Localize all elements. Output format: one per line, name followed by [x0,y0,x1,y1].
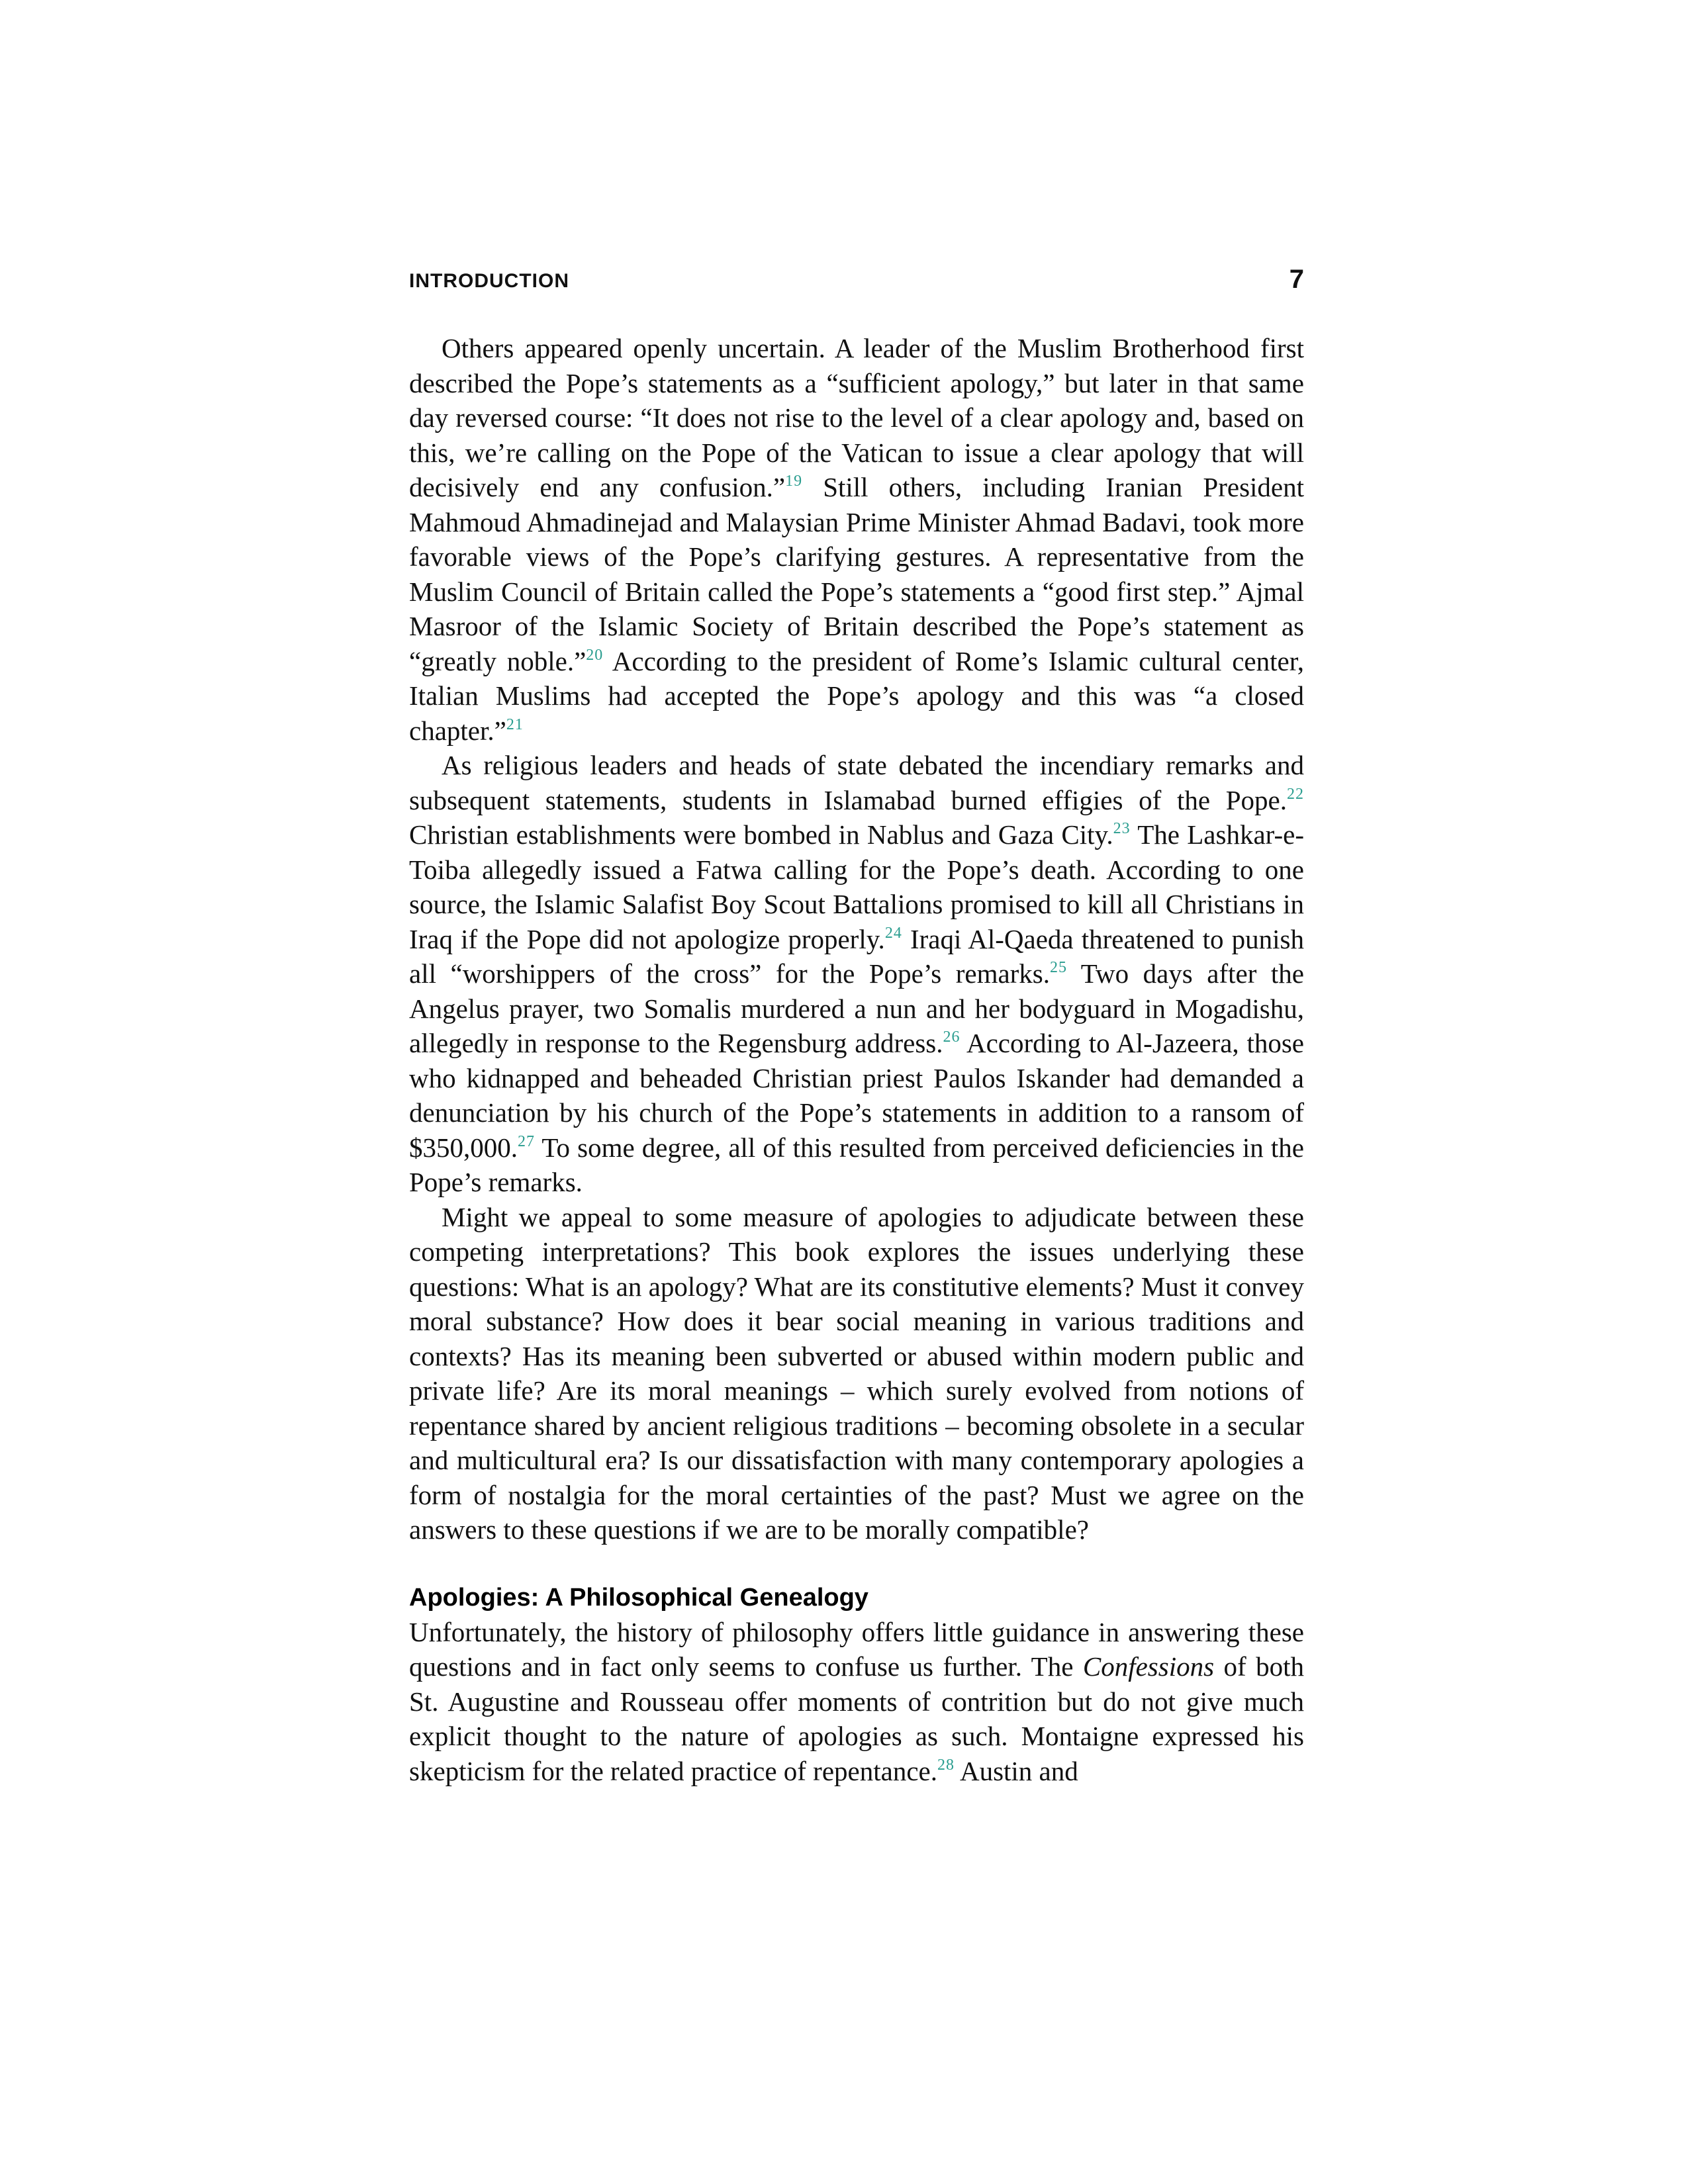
paragraph-text: As religious leaders and heads of state debated the incendiary remarks and subsequent statements, students in Islamabad burned effigies of the Pope. [409,750,1304,815]
paragraph-text: The Lashkar-e-Toiba allegedly issued a Fatwa calling for the Pope’s death. According to one source, the Islamic Salafist Boy Scout Battalions promised to kill all Christians in Iraq if the Pope did not apologize properly. [409,819,1304,954]
footnote-ref[interactable]: 28 [937,1756,955,1774]
paragraph-text: Unfortunately, the history of philosophy offers little guidance in answering these questions and in fact only seems to confuse us further. The [409,1616,1304,1682]
paragraph-text: Others appeared openly uncertain. A leader of the Muslim Brotherhood first described the Pope’s statements as a “sufficient apology,” but later in that same day reversed course: “It does not rise to the level of a clear apology and, based on this, we’re calling on the Pope of the Vatican to issue a clear apology that will decisively end any confusion.” [409,333,1304,502]
section-heading: Apologies: A Philosophical Genealogy [409,1583,868,1612]
footnote-ref[interactable]: 25 [1050,959,1068,976]
footnote-ref[interactable]: 22 [1287,785,1304,803]
paragraph-1 [409,331,1304,748]
paragraph-text: Two days after the Angelus prayer, two Somalis murdered a nun and her bodyguard in Mogadishu, allegedly in response to the Regensburg address. [409,958,1304,1058]
paragraph-text: Austin and [954,1755,1078,1786]
footnote-ref[interactable]: 24 [884,924,902,942]
running-head: INTRODUCTION [409,270,569,292]
paragraph-2 [409,748,1304,1200]
paragraph-3: Might we appeal to some measure of apologies to adjudicate between these competing interpretations? This book explores the issues underlying these questions: What is an apology? What are its constitutive elements? Must it convey moral substance? How does it bear social meaning in various traditions and contexts? Has its meaning been subverted or abused within modern public and private life? Are its moral meanings – which surely evolved from notions of repentance shared by ancient religious traditions – becoming obsolete in a secular and multicultural era? Is our dissatisfaction with many contemporary apologies a form of nostalgia for the moral certainties of the past? Must we agree on the answers to these questions if we are to be morally compatible? [409,1201,1304,1545]
book-title: Confessions [1082,1651,1215,1682]
paragraph-text: To some degree, all of this resulted from perceived deficiencies in the Pope’s remarks. [409,1132,1304,1197]
paragraph-text: of both St. Augustine and Rousseau offer moments of contrition but do not give much explicit thought to the nature of apologies as such. Montaigne expressed his skepticism for the related practice of repentance. [409,1651,1304,1786]
footnote-ref[interactable]: 23 [1113,820,1131,837]
footnote-ref[interactable]: 21 [506,715,524,733]
paragraph-text: Still others, including Iranian President Mahmoud Ahmadinejad and Malaysian Prime Minister Ahmad Badavi, took more favorable views of the Pope’s clarifying gestures. A representative from the Muslim Council of Britain called the Pope’s statements a “good first step.” Ajmal Masroor of the Islamic Society of Britain described the Pope’s statement as “greatly noble.” [409,472,1304,676]
footnote-ref[interactable]: 20 [586,646,604,664]
body-text [409,331,1304,1788]
paragraph-text: According to the president of Rome’s Islamic cultural center, Italian Muslims had accepted the Pope’s apology and this was “a closed chapter.” [409,645,1304,746]
paragraph-text: According to Al-Jazeera, those who kidnapped and beheaded Christian priest Paulos Iskander had demanded a denunciation by his church of the Pope’s statements in addition to a ransom of $350,000. [409,1028,1304,1163]
paragraph-text: Christian establishments were bombed in Nablus and Gaza City. [409,819,1113,850]
page-number: 7 [1289,265,1304,294]
footnote-ref[interactable]: 19 [785,473,803,490]
paragraph-text: Iraqi Al-Qaeda threatened to punish all “worshippers of the cross” for the Pope’s remarks. [409,923,1305,989]
footnote-ref[interactable]: 26 [943,1028,961,1046]
section-paragraph [409,1615,1304,1789]
footnote-ref[interactable]: 27 [518,1132,535,1150]
